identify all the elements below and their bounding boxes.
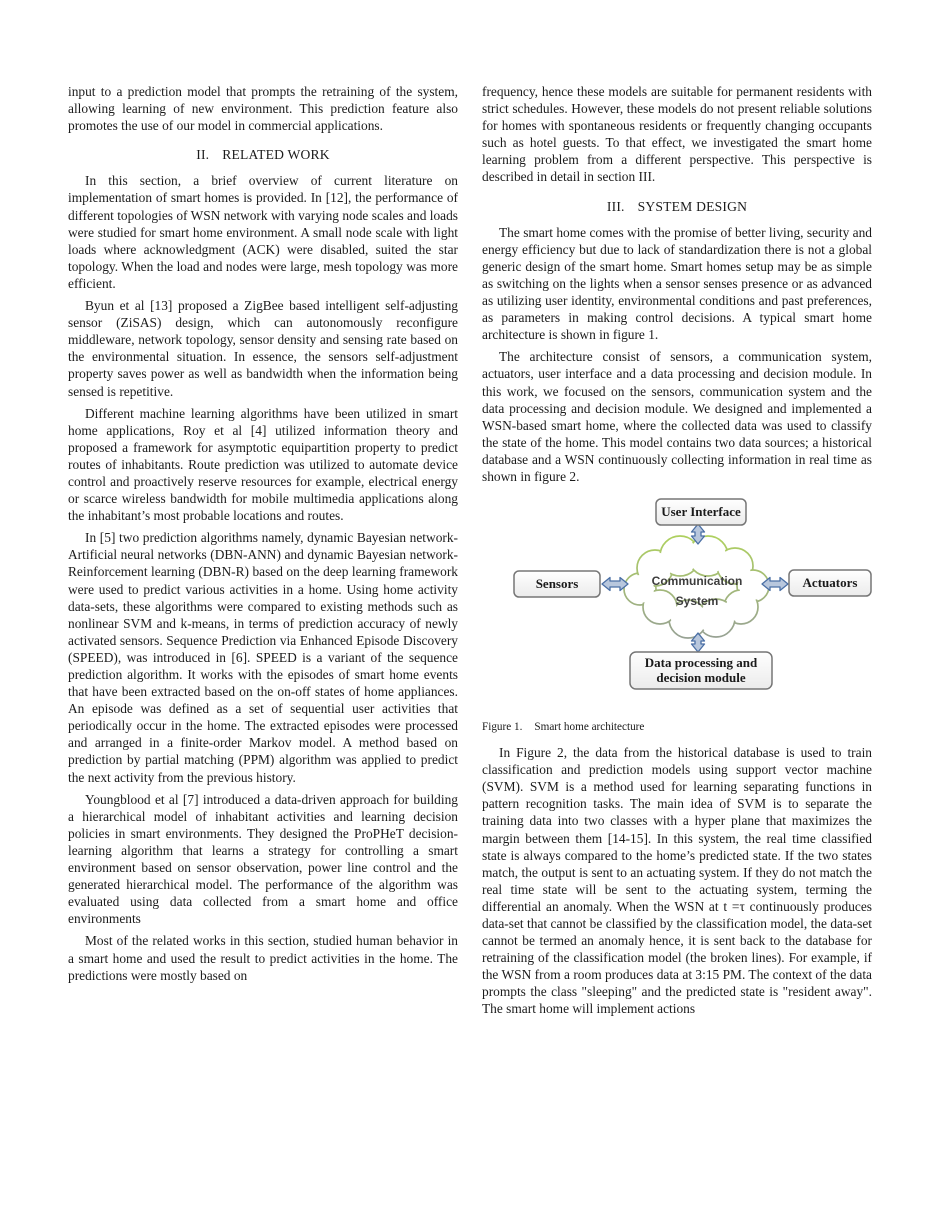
sensors-label: Sensors <box>535 576 579 592</box>
paragraph: input to a prediction model that prompts the retraining of the system, allowing learning of new environment. This prediction feature also promotes the use of our model in commercial applications. <box>68 84 458 134</box>
paragraph: The architecture consist of sensors, a communication system, actuators, user interface and a data processing and decision module. In this work, we focused on the sensors, communication system and the data processing and decision module. We designed and implemented a WSN-based smart home, where the collected data was used to classify the state of the home. This model contains two data sources; a historical database and a WSN continuously collecting information in real time as shown in figure 2. <box>482 349 872 484</box>
section-number: III. <box>606 198 625 214</box>
paragraph: Youngblood et al [7] introduced a data-driven approach for building a hierarchical model of inhabitant activities and learning decision policies in smart environments. They designed the ProPHeT decision-learning algorithm that learns a strategy for controlling a smart environment based on sensor observation, power line control and the generated hierarchical model. The performance of the algorithm was evaluated using data collected from a smart home and office environments <box>68 791 458 927</box>
user-interface-label: User Interface <box>661 504 741 520</box>
data-module-label-line1: Data processing and <box>644 655 758 671</box>
paragraph: Most of the related works in this section, studied human behavior in a smart home and used the result to predict activities in the home. The predictions were mostly based on <box>68 933 458 983</box>
section-title: SYSTEM DESIGN <box>637 198 748 214</box>
actuators-label: Actuators <box>802 575 858 591</box>
paragraph: Different machine learning algorithms have been utilized in smart home applications, Roy et al [4] utilized information theory and proposed a framework for asymptotic equipartition property to predict routes of inhabitants. Route prediction was utilized to automate device control and proactively reserve resources for example, electrical energy or scarce wireless bandwidth for mobile multimedia applications along the inhabitant’s most probable locations and routes. <box>68 405 458 524</box>
right-column <box>482 83 872 1023</box>
left-column <box>68 83 458 1023</box>
section-title: RELATED WORK <box>222 147 330 163</box>
figure-smart-home-architecture <box>482 497 872 734</box>
smart-home-architecture-diagram <box>512 497 874 693</box>
paragraph: In this section, a brief overview of current literature on implementation of smart homes is provided. In [12], the performance of different topologies of WSN network with varying node scales and loads were studied for smart home environment. A small node scale with light loads where acknowledgment (ACK) were disabled, suited the star topology. When the load and nodes were large, mesh topology was more efficient. <box>68 173 458 291</box>
section-number: II. <box>196 147 210 163</box>
paragraph: Byun et al [13] proposed a ZigBee based intelligent self-adjusting sensor (ZiSAS) design, which can autonomously reconfigure middleware, network topology, sensor density and sensing rate based on the environmental situation. In essence, the sensors self-adjustment property saves power as well as bandwidth when the information being sensed is repetitive. <box>68 298 458 399</box>
data-module-label-line2: decision module <box>656 670 746 686</box>
paragraph: The smart home comes with the promise of better living, security and energy efficiency but due to lack of standardization there is not a global generic design of the smart home. Smart homes setup may be as simple as switching on the lights when a sensor senses presence or as advanced as utilizing user identity, environmental conditions and past preferences, as parameters in making control decisions. A typical smart home architecture is shown in figure 1. <box>482 224 872 343</box>
paragraph: frequency, hence these models are suitable for permanent residents with strict schedules. However, these models do not present reliable solutions for homes with spontaneous residents or frequently changing occupants such as hotel guests. To that effect, we investigated the smart home learning problem from a different perspective. This perspective is described in detail in section III. <box>482 84 872 185</box>
cloud-label-line1: Communication <box>651 574 743 589</box>
paragraph: In [5] two prediction algorithms namely, dynamic Bayesian network-Artificial neural networks (DBN-ANN) and dynamic Bayesian network-Reinforcement learning (DBN-R) based on the deep learning framework were used to predict various activities in a home. Using home activity data-sets, these algorithms were compared to existing methods such as nonlinear SVM and k-means, in terms of prediction accuracy of newly activated sensors. Sequence Prediction via Enhanced Episode Discovery (SPEED), was introduced in [6]. SPEED is a variant of the sequence prediction algorithm. It works with the episodes of smart home events that have been extracted based on the on-off states of home appliances. An episode was defined as a set of sequential user activities that periodically occur in the home. The extracted episodes were processed and arranged in a finite-order Markov model. A method based on prediction by partial matching (PPM) algorithm was applied to predict the next activity from the previous history. <box>68 530 458 785</box>
figure-caption-label: Figure 1. <box>482 721 523 734</box>
cloud-label-line2: System <box>675 594 719 609</box>
figure-caption <box>482 720 872 734</box>
figure-caption-text: Smart home architecture <box>534 721 645 734</box>
paragraph: In Figure 2, the data from the historical database is used to train classification and prediction models using support vector machine (SVM). SVM is a method used for learning separating functions in pattern recognition tasks. The main idea of SVM is to separate the training data into two classes with a hyper plane that maximizes the margin between them [14-15]. In this system, the real time classified state is always compared to the home’s predicted state. If the two states match, the output is sent to an actuating system. If they do not match the real time state will be sent to the actuating system, terming the differential an anomaly. When the WSN at t =τ continuously produces data-set that cannot be classified by the classification model, the data-set cannot be termed an anomaly hence, it is sent back to the database for retraining of the classification model (the broken lines). For example, if the WSN from a room produces data at 3:15 PM. The context of the data prompts the class "sleeping" and the predicted state is "resident away". The smart home will implement actions <box>482 745 872 1017</box>
section-heading-system-design <box>482 198 872 215</box>
section-heading-related-work <box>68 146 458 163</box>
